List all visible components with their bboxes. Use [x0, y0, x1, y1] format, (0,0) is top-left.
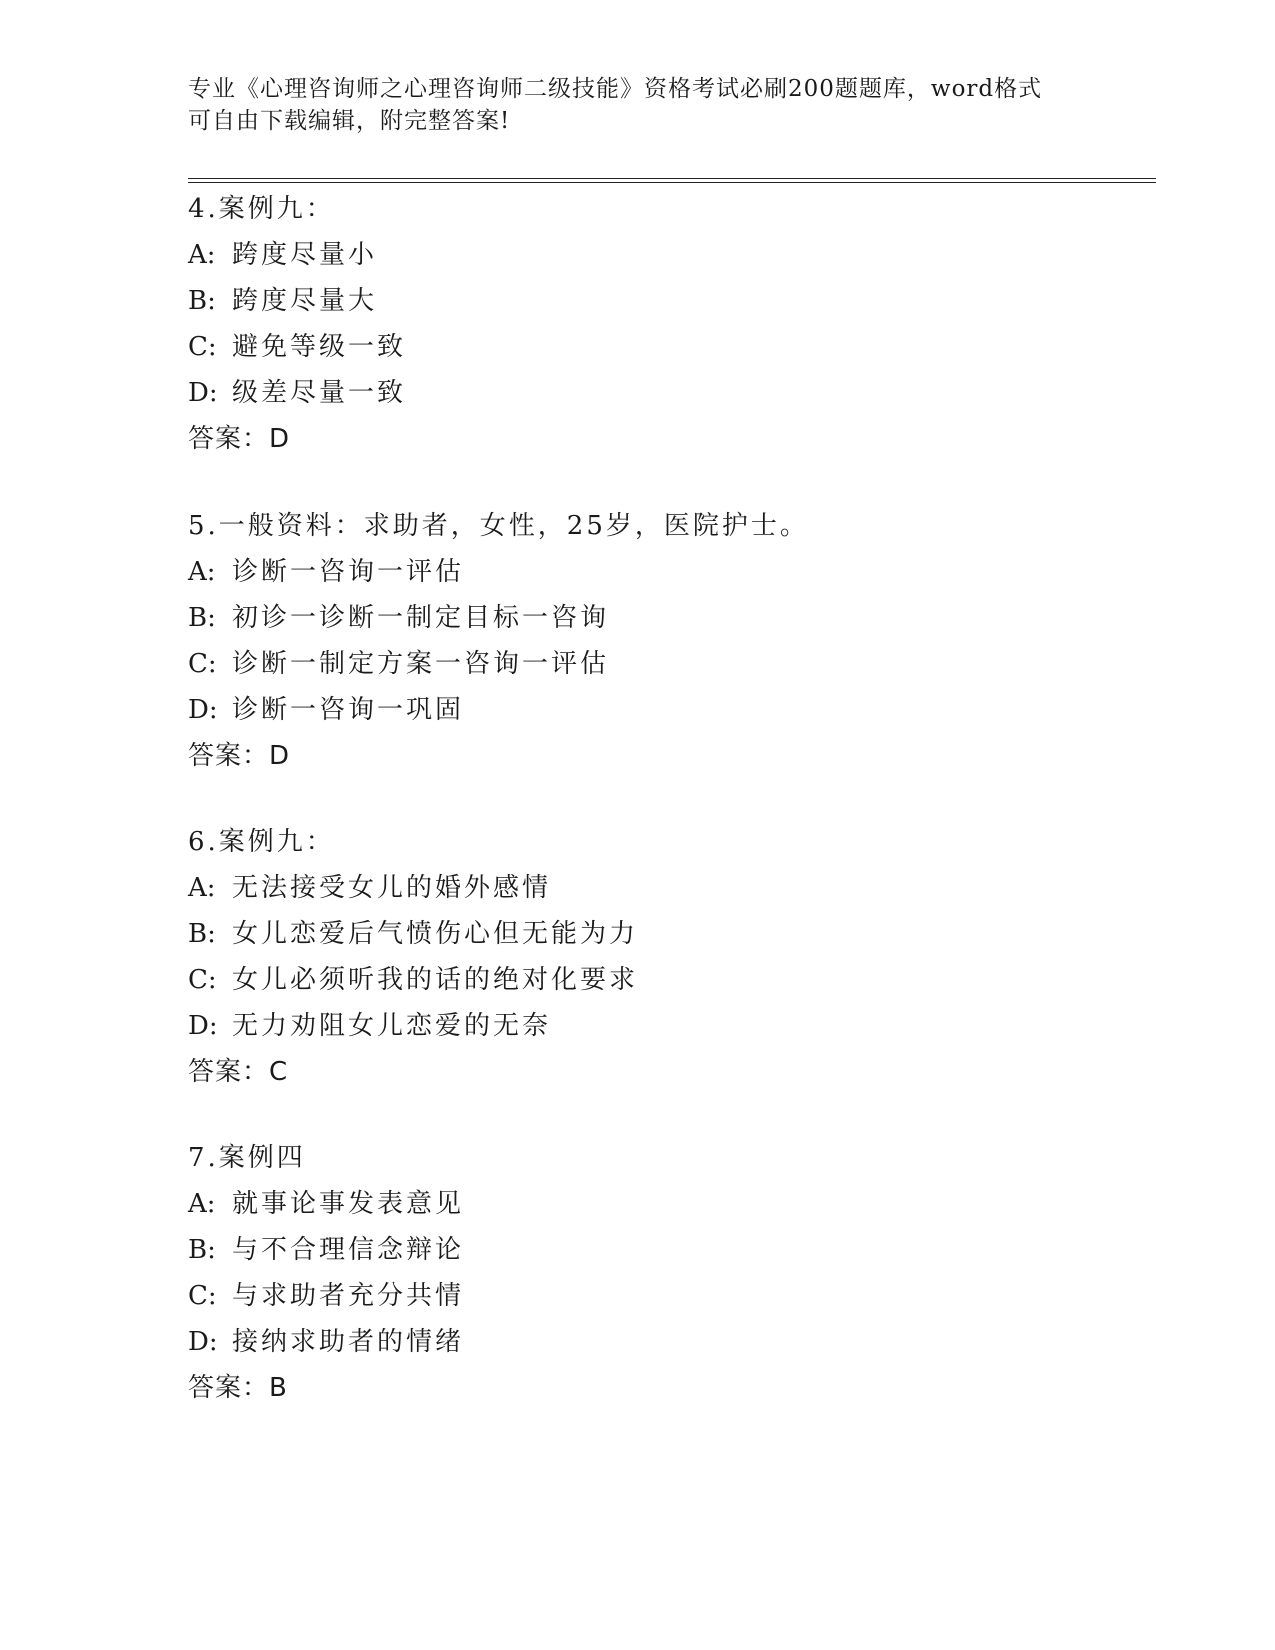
option-text: 级差尽量一致: [232, 378, 407, 408]
answer-line: 答案：D: [188, 424, 291, 454]
option-d: [188, 1319, 1088, 1365]
option-b: [188, 595, 1088, 641]
question-title: 5.一般资料：求助者，女性，25岁，医院护士。: [188, 511, 809, 541]
option-letter: B:: [188, 603, 216, 633]
option-letter: A:: [188, 873, 216, 903]
option-c: [188, 957, 1088, 1003]
answer-line: 答案：D: [188, 741, 291, 771]
option-c: [188, 641, 1088, 687]
option-letter: C:: [188, 965, 217, 995]
option-text: 与求助者充分共情: [232, 1281, 465, 1311]
question-7: [188, 1135, 1088, 1411]
header-rule-bottom: [188, 182, 1156, 183]
option-letter: A:: [188, 557, 216, 587]
option-letter: B:: [188, 1235, 216, 1265]
option-letter: C:: [188, 332, 217, 362]
option-text: 诊断一制定方案一咨询一评估: [232, 649, 610, 679]
document-header: [188, 73, 1088, 137]
option-c: [188, 324, 1088, 370]
question-title: 7.案例四: [188, 1143, 306, 1173]
question-5: [188, 503, 1088, 779]
option-text: 避免等级一致: [232, 332, 407, 362]
option-letter: D:: [188, 378, 218, 408]
option-letter: A:: [188, 240, 216, 270]
option-letter: C:: [188, 1281, 217, 1311]
option-d: [188, 1003, 1088, 1049]
option-a: [188, 865, 1088, 911]
option-a: [188, 1181, 1088, 1227]
header-line-1: 专业《心理咨询师之心理咨询师二级技能》资格考试必刷200题题库，word格式: [188, 76, 1043, 102]
question-4: [188, 186, 1088, 462]
question-6: [188, 819, 1088, 1095]
option-text: 接纳求助者的情绪: [232, 1327, 465, 1357]
option-b: [188, 911, 1088, 957]
option-text: 就事论事发表意见: [232, 1189, 465, 1219]
question-title: 4.案例九：: [188, 194, 335, 224]
option-letter: B:: [188, 919, 216, 949]
option-text: 女儿恋爱后气愤伤心但无能为力: [232, 919, 639, 949]
option-text: 无力劝阻女儿恋爱的无奈: [232, 1011, 552, 1041]
option-text: 跨度尽量大: [232, 286, 378, 316]
answer-line: 答案：B: [188, 1373, 288, 1403]
option-letter: B:: [188, 286, 216, 316]
option-b: [188, 1227, 1088, 1273]
option-text: 诊断一咨询一评估: [232, 557, 465, 587]
option-letter: C:: [188, 649, 217, 679]
header-rule-top: [188, 178, 1156, 179]
option-letter: D:: [188, 695, 218, 725]
option-text: 初诊一诊断一制定目标一咨询: [232, 603, 610, 633]
question-title: 6.案例九：: [188, 827, 335, 857]
option-letter: D:: [188, 1327, 218, 1357]
option-a: [188, 232, 1088, 278]
option-a: [188, 549, 1088, 595]
option-text: 无法接受女儿的婚外感情: [232, 873, 552, 903]
option-letter: A:: [188, 1189, 216, 1219]
option-d: [188, 687, 1088, 733]
option-text: 女儿必须听我的话的绝对化要求: [232, 965, 639, 995]
header-line-2: 可自由下载编辑，附完整答案!: [188, 108, 511, 134]
option-text: 诊断一咨询一巩固: [232, 695, 465, 725]
option-text: 跨度尽量小: [232, 240, 378, 270]
option-c: [188, 1273, 1088, 1319]
option-b: [188, 278, 1088, 324]
option-letter: D:: [188, 1011, 218, 1041]
answer-line: 答案：C: [188, 1057, 289, 1087]
option-text: 与不合理信念辩论: [232, 1235, 465, 1265]
option-d: [188, 370, 1088, 416]
